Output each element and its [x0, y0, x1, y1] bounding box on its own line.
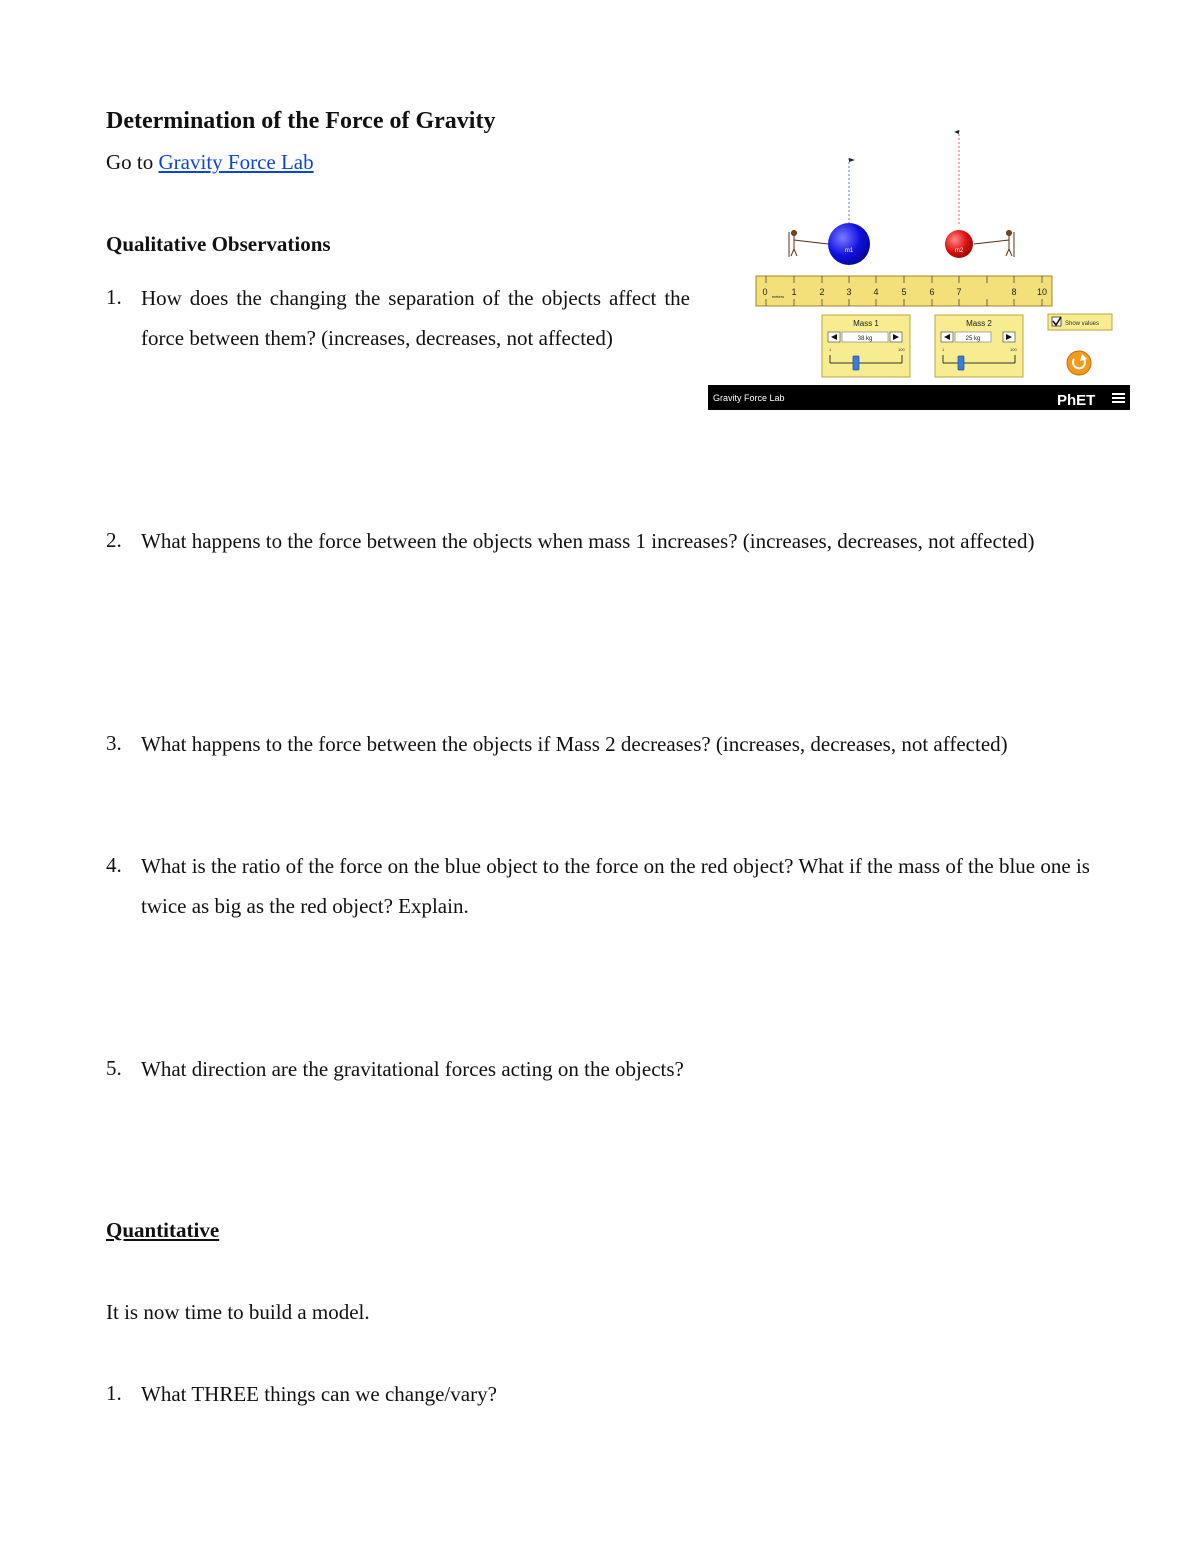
- ruler-tick-label: 4: [873, 287, 879, 297]
- gravity-force-lab-screenshot: [708, 125, 1130, 410]
- mass1-slider-thumb: [853, 356, 859, 370]
- ruler-unit: meters: [771, 294, 785, 299]
- mass2-flag-icon: [954, 130, 959, 134]
- mass2-panel-label: Mass 2: [966, 319, 992, 328]
- mass2-label: m2: [954, 248, 964, 254]
- reset-icon[interactable]: [1067, 351, 1091, 375]
- gravity-force-lab-link[interactable]: Gravity Force Lab: [158, 150, 314, 174]
- mass2-value: 25 kg: [965, 336, 981, 342]
- mass2-max: 100: [1010, 347, 1017, 352]
- question-number: 1.: [106, 285, 122, 309]
- ruler-tick-label: 2: [819, 287, 825, 297]
- question-text: How does the changing the separation of the objects affect the force between them? (increases, decreases, not affected): [141, 286, 690, 350]
- mass1-panel-label: Mass 1: [853, 319, 879, 328]
- left-puller-icon: [789, 231, 828, 258]
- mass1-sphere: [828, 223, 870, 265]
- ruler-tick-label: 8: [1011, 287, 1017, 297]
- right-puller-icon: [974, 231, 1014, 258]
- quantitative-heading: Quantitative: [106, 1218, 220, 1242]
- mass1-flag-icon: [849, 158, 855, 162]
- ruler-tick-label: 6: [929, 287, 935, 297]
- question-number: 1.: [106, 1381, 122, 1405]
- page-title: Determination of the Force of Gravity: [106, 108, 496, 134]
- menu-icon[interactable]: [1112, 393, 1125, 403]
- mass1-max: 100: [898, 347, 905, 352]
- mass1-min: 1: [829, 347, 832, 352]
- question-number: 2.: [106, 528, 122, 552]
- mass1-label: m1: [844, 248, 854, 254]
- mass1-value: 38 kg: [857, 336, 873, 342]
- ruler-tick-label: 7: [956, 287, 962, 297]
- question-text: What THREE things can we change/vary?: [141, 1382, 497, 1406]
- question-number: 4.: [106, 853, 122, 877]
- question-text: What happens to the force between the objects if Mass 2 decreases? (increases, decreases, not affected): [141, 732, 1008, 756]
- question-number: 5.: [106, 1056, 122, 1080]
- intro-text: It is now time to build a model.: [106, 1300, 370, 1324]
- goto-line: [106, 150, 314, 175]
- ruler-tick-label: 3: [846, 287, 852, 297]
- question-text: What is the ratio of the force on the blue object to the force on the red object? What if the mass of the blue one is twice as big as the red object? Explain.: [141, 854, 1090, 918]
- ruler-tick-label: 10: [1036, 287, 1048, 297]
- ruler-tick-label: 5: [901, 287, 907, 297]
- question-number: 3.: [106, 731, 122, 755]
- sim-app-title: Gravity Force Lab: [713, 393, 785, 403]
- svg-text:0: 0: [762, 287, 768, 297]
- ruler-tick-label: 1: [791, 287, 797, 297]
- mass2-panel: [935, 315, 1023, 377]
- mass2-min: 1: [942, 347, 945, 352]
- question-text: What direction are the gravitational forces acting on the objects?: [141, 1057, 684, 1081]
- mass2-slider-thumb: [958, 356, 964, 370]
- show-values-control[interactable]: [1048, 314, 1112, 330]
- question-text: What happens to the force between the objects when mass 1 increases? (increases, decreases, not affected): [141, 529, 1035, 553]
- ruler[interactable]: [756, 276, 1052, 306]
- show-values-label: Show values: [1065, 321, 1100, 327]
- goto-prefix: Go to: [106, 150, 159, 174]
- phet-logo: PhET: [1057, 392, 1096, 409]
- qualitative-heading: Qualitative Observations: [106, 232, 331, 256]
- mass1-panel: [822, 315, 910, 377]
